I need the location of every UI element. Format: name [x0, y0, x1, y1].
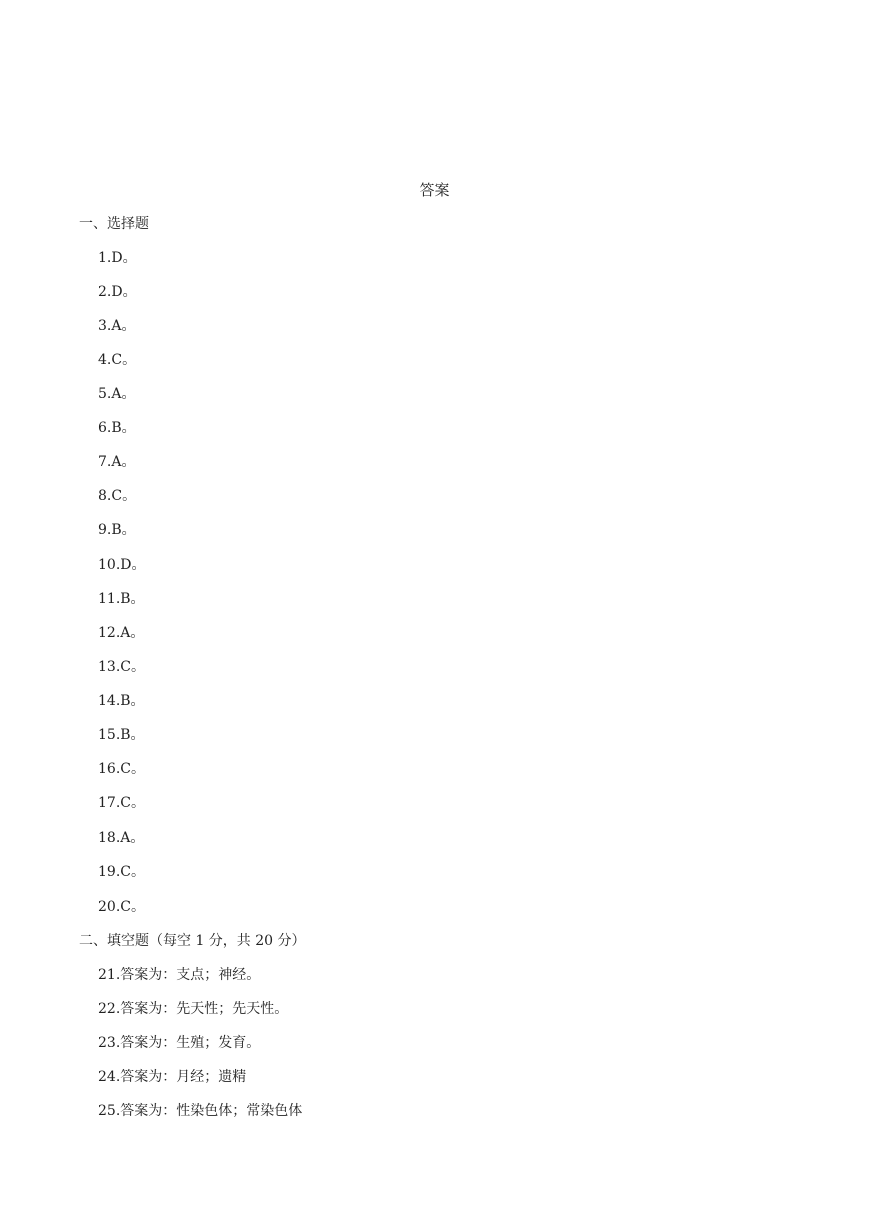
answer-item: 20.C。: [98, 899, 145, 915]
answer-item: 3.A。: [98, 318, 136, 334]
answer-item: 11.B。: [98, 591, 145, 607]
answer-item: 4.C。: [98, 352, 137, 368]
answer-item: 5.A。: [98, 386, 136, 402]
page-title: 答案: [419, 181, 450, 199]
answer-item: 1.D。: [98, 250, 137, 266]
answer-item: 25.答案为：性染色体；常染色体: [98, 1103, 303, 1119]
answer-item: 22.答案为：先天性；先天性。: [98, 1001, 289, 1017]
answer-item: 14.B。: [98, 693, 145, 709]
answer-item: 19.C。: [98, 864, 145, 880]
answer-item: 21.答案为：支点；神经。: [98, 967, 261, 983]
answer-item: 9.B。: [98, 522, 136, 538]
answer-item: 7.A。: [98, 454, 136, 470]
section-heading-fill-blank: 二、填空题（每空 1 分，共 20 分）: [79, 933, 306, 949]
answer-item: 12.A。: [98, 625, 145, 641]
answer-item: 23.答案为：生殖；发育。: [98, 1035, 261, 1051]
section-heading-choice: 一、选择题: [79, 216, 149, 232]
answer-item: 8.C。: [98, 488, 137, 504]
answer-item: 13.C。: [98, 659, 145, 675]
answer-item: 15.B。: [98, 727, 145, 743]
answer-item: 16.C。: [98, 761, 145, 777]
answer-item: 18.A。: [98, 830, 145, 846]
answer-item: 24.答案为：月经；遗精: [98, 1069, 247, 1085]
answer-item: 6.B。: [98, 420, 136, 436]
answer-item: 10.D。: [98, 557, 146, 573]
answer-item: 2.D。: [98, 284, 137, 300]
answer-item: 17.C。: [98, 795, 145, 811]
